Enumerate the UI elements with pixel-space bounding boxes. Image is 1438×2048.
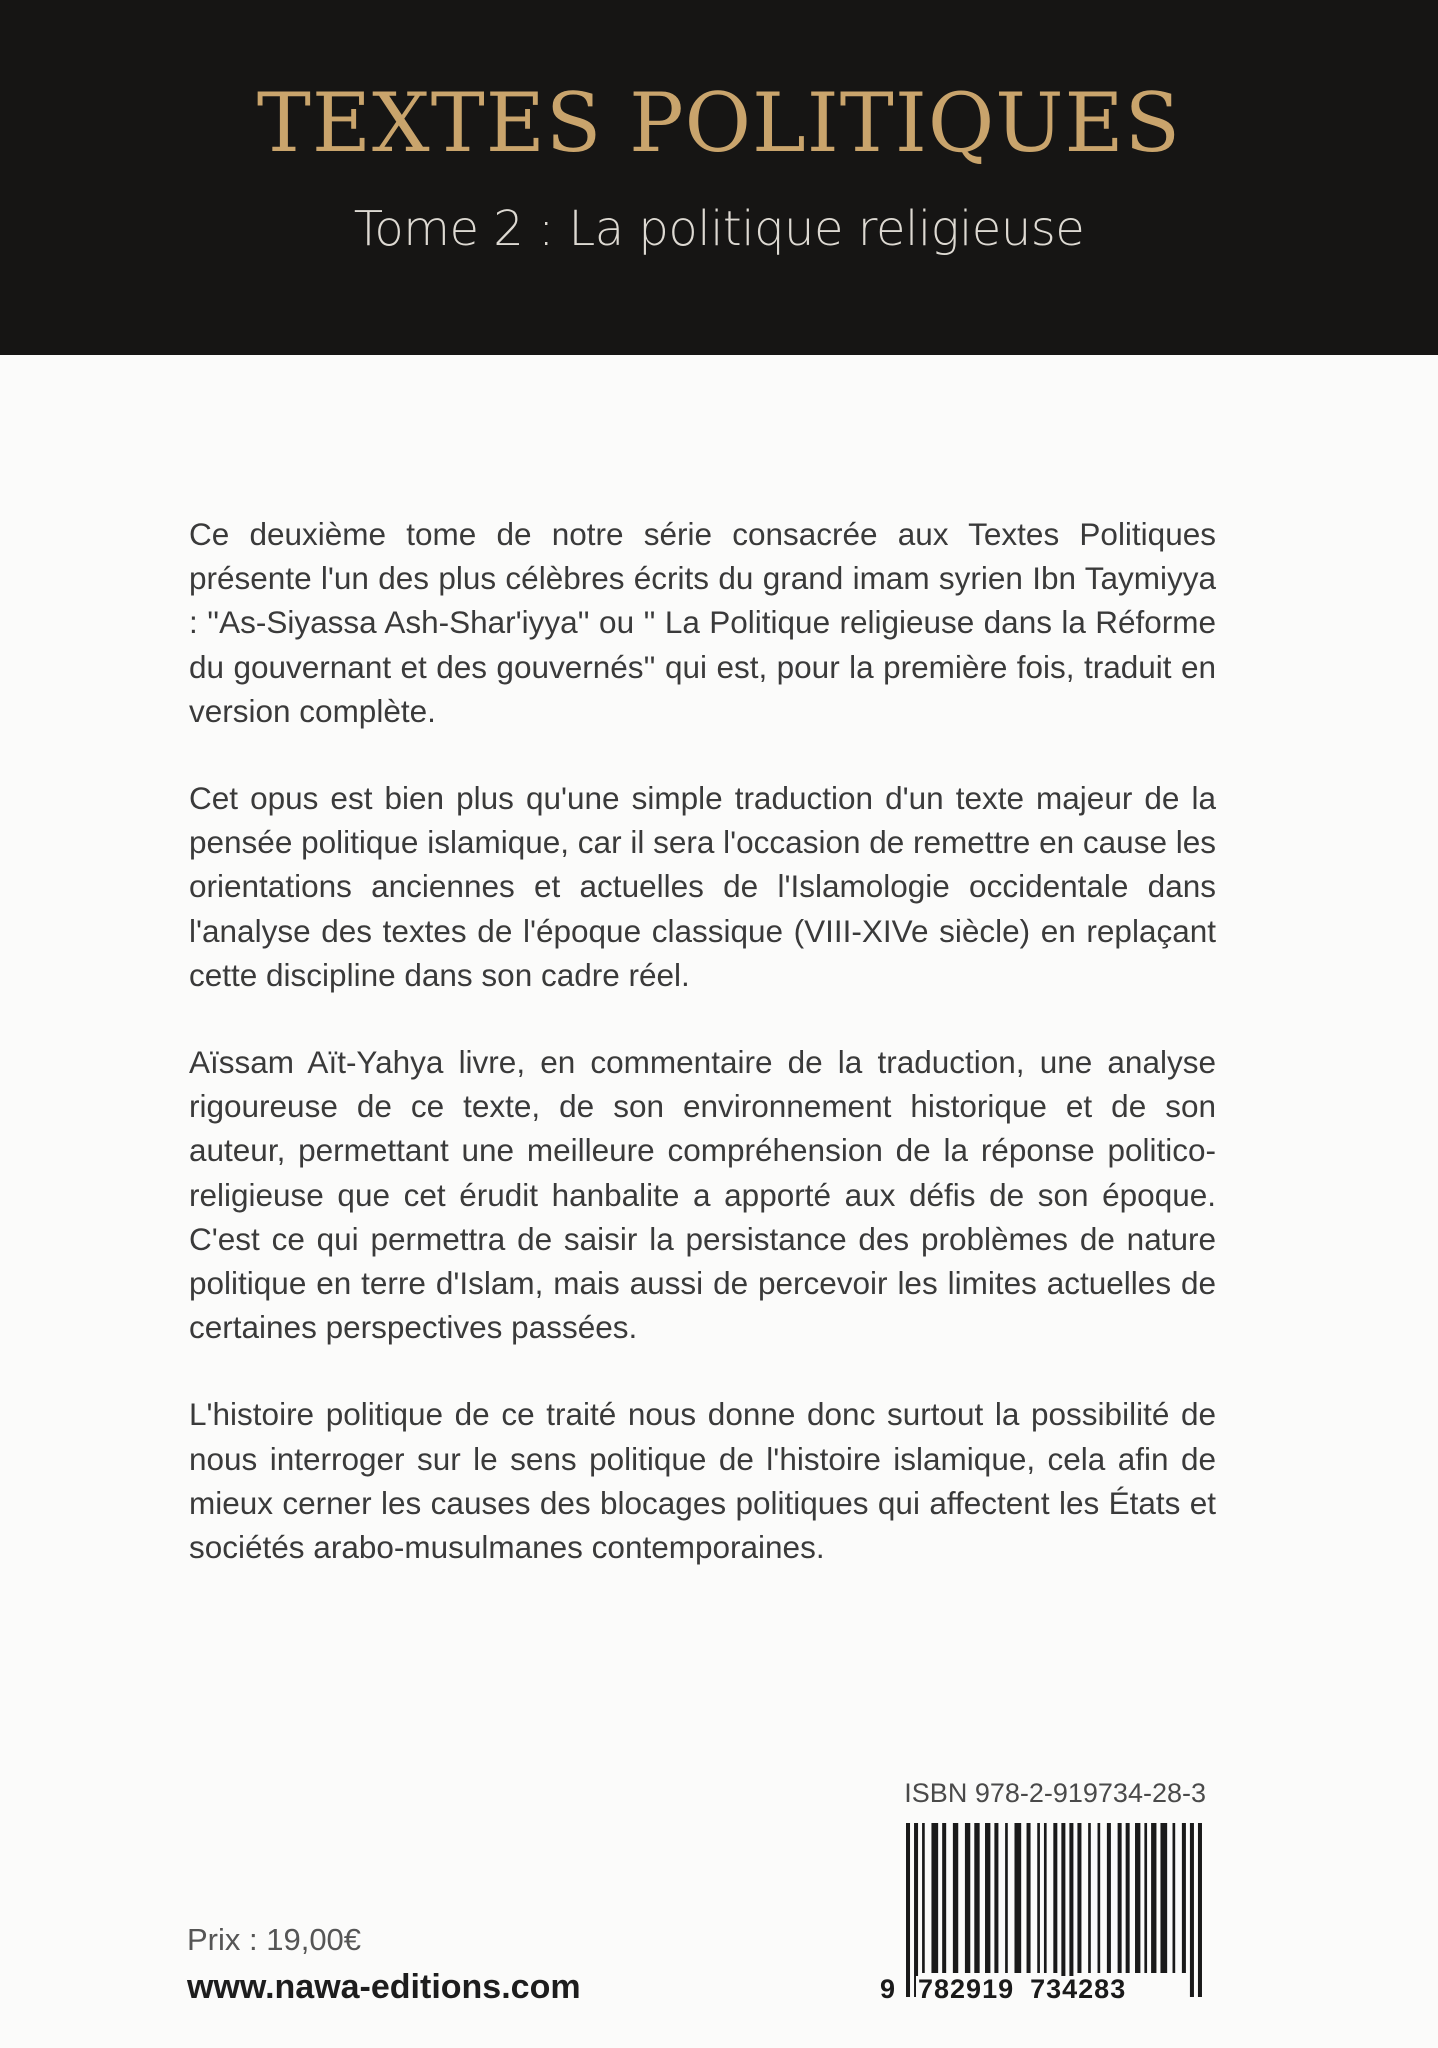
barcode-bar: [1053, 1823, 1057, 1973]
price-label: Prix : 19,00€: [187, 1922, 362, 1957]
barcode-bar: [922, 1823, 925, 1973]
barcode-bar: [1107, 1823, 1111, 1973]
barcode-guard-bar: [1061, 1823, 1065, 1997]
barcode-bar: [942, 1823, 946, 1973]
blurb-paragraph-4: L'histoire politique de ce traité nous donne donc surtout la possibilité de nous interroger sur le sens politique de l'histoire islamique, cela afin de mieux cerner les causes des blocages politiques qui affectent les États et sociétés arabo-musulmanes contemporaines.: [189, 1396, 1216, 1566]
barcode-bar: [1005, 1823, 1008, 1973]
barcode-guard-bar: [906, 1823, 910, 1997]
barcode-bar: [1182, 1823, 1186, 1973]
barcode-bar: [1160, 1823, 1167, 1973]
barcode-digit-group-1: 782919: [918, 1974, 1015, 2004]
barcode-bar: [1014, 1823, 1021, 1973]
barcode-bar: [985, 1823, 990, 1973]
barcode-bar: [1144, 1823, 1147, 1973]
isbn-label: ISBN 978-2-919734-28-3: [904, 1778, 1206, 1808]
barcode-bar: [1027, 1823, 1031, 1973]
barcode-digit-lead: 9: [880, 1976, 906, 2003]
barcode-digit-group-2: 734283: [1030, 1974, 1127, 2004]
publisher-website: www.nawa-editions.com: [187, 1968, 581, 2006]
barcode-bar: [1118, 1823, 1122, 1973]
barcode-guard-bar: [1190, 1823, 1194, 1997]
barcode-bar: [1077, 1823, 1081, 1973]
barcode-guard-bar: [914, 1823, 918, 1997]
barcode-digits: [880, 1976, 1210, 2003]
barcode-bar: [1151, 1823, 1156, 1973]
barcode-bar: [1088, 1823, 1091, 1973]
blurb-paragraph-1: Ce deuxième tome de notre série consacrée aux Textes Politiques présente l'un des plus célèbres écrits du grand imam syrien Ibn Taymiyya : ''As-Siyassa Ash-Shar'iyya'' ou '' La Politique religieuse dans la Réforme du gouvernant et des gouvernés'' qui est, pour la première fois, traduit en version complète.: [189, 516, 1216, 729]
book-subtitle: Tome 2 : La politique religieuse: [353, 201, 1085, 257]
barcode-bar: [974, 1823, 979, 1973]
barcode-bar: [1044, 1823, 1047, 1973]
barcode-bar: [994, 1823, 998, 1973]
barcode-bar: [1135, 1823, 1140, 1973]
back-cover-blurb: [189, 512, 1216, 1569]
barcode-bar: [953, 1823, 958, 1973]
barcode-bar: [1037, 1823, 1040, 1973]
barcode-bar: [1173, 1823, 1176, 1973]
blurb-paragraph-2: Cet opus est bien plus qu'une simple traduction d'un texte majeur de la pensée politique islamique, car il sera l'occasion de remettre en cause les orientations anciennes et actuelles de l'Islamologie occidentale dans l'analyse des textes de l'époque classique (VIII-XIVe siècle) en replaçant cette discipline dans son cadre réel.: [189, 780, 1216, 993]
barcode-bar: [931, 1823, 938, 1973]
book-title: TEXTES POLITIQUES: [256, 77, 1182, 171]
barcode-bar: [1126, 1823, 1130, 1973]
barcode-bar: [965, 1823, 970, 1973]
barcode-guard-bar: [1069, 1823, 1073, 1997]
barcode-guard-bar: [1198, 1823, 1202, 1997]
barcode-bar: [1098, 1823, 1101, 1973]
blurb-paragraph-3: Aïssam Aït-Yahya livre, en commentaire de la traduction, une analyse rigoureuse de ce texte, de son environnement historique et de son auteur, permettant une meilleure compréhension de la réponse politico-religieuse que cet érudit hanbalite a apporté aux défis de son époque. C'est ce qui permettra de saisir la persistance des problèmes de nature politique en terre d'Islam, mais aussi de percevoir les limites actuelles de certaines perspectives passées.: [189, 1044, 1216, 1346]
header-band: [0, 0, 1438, 355]
barcode-image: [906, 1823, 1206, 1997]
